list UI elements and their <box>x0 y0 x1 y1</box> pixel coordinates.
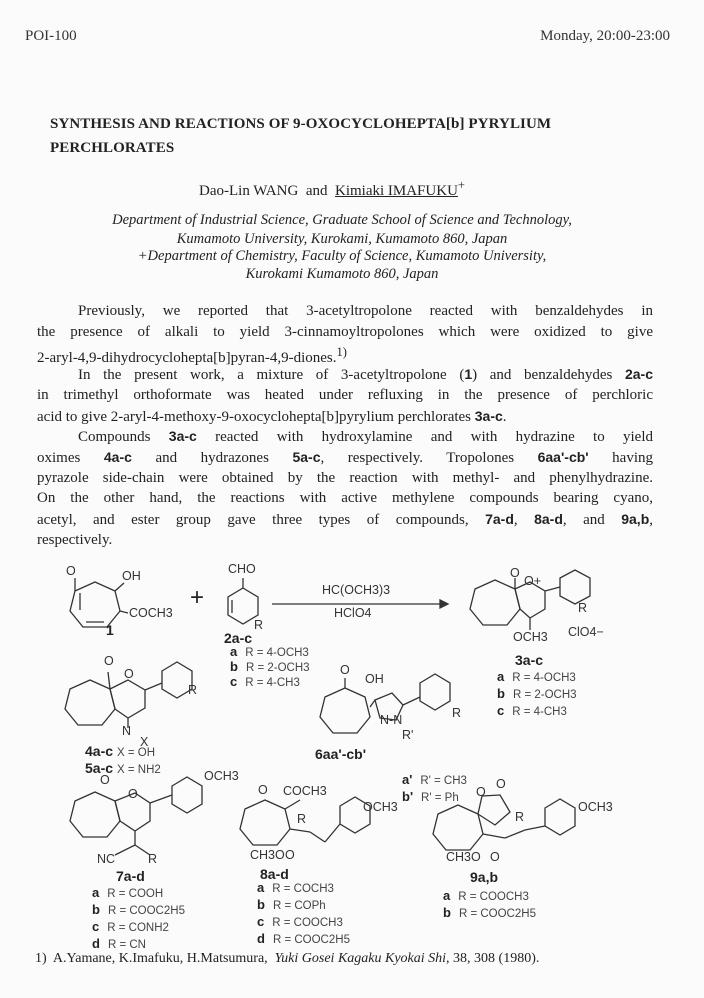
compound-1-label: 1 <box>106 622 114 638</box>
variant-key: c <box>230 674 238 689</box>
body-text: ) and benzaldehydes <box>472 367 625 383</box>
body-text: . <box>502 409 507 425</box>
variant-key: a <box>257 880 265 895</box>
compound-4-label: 4a-c <box>85 743 114 759</box>
variant-value: R = COOC2H5 <box>272 934 350 946</box>
variant-key: b <box>92 902 100 917</box>
c6-r-prime: R' <box>402 728 414 742</box>
compound-reference: 8a-d <box>534 511 563 527</box>
c9-methoxy-enol: CH3O <box>446 850 481 864</box>
c4-r: R <box>188 683 198 697</box>
affiliation-1: Department of Industrial Science, Graduate School of Science and Technology, <box>112 212 572 228</box>
body-text: respectively. <box>37 532 113 548</box>
c8-methoxy: OCH3 <box>363 800 398 814</box>
footnote-number: 1) <box>35 951 47 966</box>
c4-nitrogen: N <box>122 724 132 738</box>
c3-oxo: O <box>510 566 520 580</box>
compound-reference: 4a-c <box>103 449 132 465</box>
c9-ketone-oxygen: O <box>490 850 500 864</box>
body-text: , respectively. Tropolones <box>320 450 538 466</box>
body-text: having <box>588 450 653 466</box>
footnote-journal: Yuki Gosei Kagaku Kyokai Shi <box>274 951 447 966</box>
variant-key: b <box>230 659 238 674</box>
c1-hydroxy: OH <box>122 569 141 583</box>
body-text: the presence of alkali to yield 3-cinnamoyltropolones which were oxidized to give <box>37 324 653 340</box>
c6-oxo: O <box>340 663 350 677</box>
body-text: , and <box>562 512 622 528</box>
variant-value: R' = CH3 <box>420 775 467 787</box>
author-conjunction: and <box>305 183 328 199</box>
author-1: Dao-Lin WANG <box>199 183 299 199</box>
body-text: acid to give 2-aryl-4-methoxy-9-oxocyclohepta[b]pyrylium perchlorates <box>37 409 475 425</box>
affiliation-4: Kurokami Kumamoto 860, Japan <box>245 266 439 282</box>
body-text: oximes <box>37 450 104 466</box>
body-text: , <box>649 512 653 528</box>
compound-6-label: 6aa'-cb' <box>315 746 367 762</box>
footnote <box>35 951 539 967</box>
c3-variants <box>497 669 577 720</box>
variant-key: b <box>497 686 505 701</box>
c3-oxonium: O+ <box>524 574 542 588</box>
poster-code: POI-100 <box>25 28 77 44</box>
variant-key: a <box>443 888 451 903</box>
variant-value: R = COOH <box>107 888 164 900</box>
c8-r: R <box>297 812 307 826</box>
variant-value: R = COOC2H5 <box>107 905 185 917</box>
reagent-orthoformate: HC(OCH3)3 <box>322 583 391 597</box>
affiliation-3: +Department of Chemistry, Faculty of Science, Kumamoto University, <box>137 248 547 264</box>
author-mark: + <box>457 178 465 192</box>
variant-value: R = COOC2H5 <box>458 908 536 920</box>
compound-reference: 7a-d <box>485 511 514 527</box>
c7-variants <box>92 885 185 953</box>
variant-key: b' <box>402 789 414 804</box>
variant-key: d <box>92 936 100 951</box>
c4-x: X <box>140 735 149 749</box>
c4-oxo: O <box>104 654 114 668</box>
c1-acetyl: COCH3 <box>129 606 173 620</box>
compound-reference: 5a-c <box>292 449 321 465</box>
c8-acetyl: COCH3 <box>283 784 327 798</box>
variant-value: R = 4-CH3 <box>245 677 300 689</box>
variant-key: d <box>257 931 265 946</box>
footnote-authors: A.Yamane, K.Imafuku, H.Matsumura, <box>52 951 268 966</box>
c45-labels <box>85 744 161 778</box>
affiliation-2: Kumamoto University, Kurokami, Kumamoto 860, Japan <box>176 231 508 247</box>
body-text: Compounds <box>78 429 169 445</box>
compound-reference: 1 <box>464 366 473 382</box>
footnote-reference: , 38, 308 (1980). <box>446 951 540 966</box>
compound-8-label: 8a-d <box>260 866 289 882</box>
variant-value: R = 4-OCH3 <box>512 672 576 684</box>
c9-methoxy: OCH3 <box>578 800 613 814</box>
paper-title-line1: SYNTHESIS AND REACTIONS OF 9-OXOCYCLOHEPTA[b] PYRYLIUM <box>50 116 552 132</box>
variant-value: R = COPh <box>272 900 326 912</box>
c7-ring-oxygen: O <box>128 787 138 801</box>
c4-x-value: X = OH <box>117 747 156 759</box>
c5-x-value: X = NH2 <box>117 764 161 776</box>
citation-mark: 1) <box>336 345 347 359</box>
compound-5-label: 5a-c <box>85 760 114 776</box>
compound-9-label: 9a,b <box>470 869 499 885</box>
variant-value: R = 2-OCH3 <box>245 662 310 674</box>
c6-pyrazole-nn: N-N <box>380 713 403 727</box>
compound-reference: 3a-c <box>168 428 197 444</box>
compound-7-label: 7a-d <box>116 868 145 884</box>
c2-cho: CHO <box>228 562 256 576</box>
c6-hydroxy: OH <box>365 672 384 686</box>
body-text: reacted with hydroxylamine and with hydrazine to yield <box>196 429 653 445</box>
compound-reference: 6aa'-cb' <box>537 449 589 465</box>
variant-value: R = COOCH3 <box>458 891 529 903</box>
c2-variants <box>230 645 310 690</box>
variant-value: R = 4-OCH3 <box>245 647 309 659</box>
body-text: pyrazole side-chain were obtained by the reaction with methyl- and phenylhydrazine. <box>37 470 653 486</box>
variant-value: R = 2-OCH3 <box>512 689 577 701</box>
variant-value: R = 4-CH3 <box>512 706 567 718</box>
variant-key: a <box>497 669 505 684</box>
c8-variants <box>257 880 350 948</box>
c3-r: R <box>578 601 588 615</box>
variant-value: R = COCH3 <box>272 883 334 895</box>
c2-r: R <box>254 618 264 632</box>
c8-methoxy-enol: CH3O <box>250 848 285 862</box>
variant-value: R = COOCH3 <box>272 917 343 929</box>
c4-ring-oxygen: O <box>124 667 134 681</box>
reagent-perchloric-acid: HClO4 <box>334 606 372 620</box>
c7-cyano: NC <box>97 852 116 866</box>
c1-oxo: O <box>66 564 76 578</box>
session-time: Monday, 20:00-23:00 <box>540 28 670 44</box>
body-text: in trimethyl orthoformate was heated under refluxing in the presence of perchloric <box>37 387 653 403</box>
variant-key: c <box>92 919 100 934</box>
variant-value: R' = Ph <box>421 792 459 804</box>
c8-ketone-oxygen: O <box>285 848 295 862</box>
plus-sign: + <box>190 584 205 611</box>
tropolone-ring-1 <box>70 578 128 627</box>
variant-value: R = CONH2 <box>107 922 169 934</box>
variant-key: a <box>92 885 100 900</box>
variant-key: b <box>443 905 451 920</box>
variant-key: b <box>257 897 265 912</box>
variant-key: a' <box>402 772 413 787</box>
compound-reference: 3a-c <box>474 408 503 424</box>
c9-variants <box>443 888 536 922</box>
c7-r: R <box>148 852 158 866</box>
variant-value: R = CN <box>107 939 146 951</box>
author-2: Kimiaki IMAFUKU <box>334 183 458 199</box>
body-text: acetyl, and ester group gave three types of compounds, <box>37 512 486 528</box>
c7-methoxy: OCH3 <box>204 769 239 783</box>
variant-key: c <box>257 914 265 929</box>
c9-r: R <box>515 810 525 824</box>
variant-key: a <box>230 644 238 659</box>
body-text: In the present work, a mixture of 3-acetyltropolone ( <box>78 367 465 383</box>
compound-reference: 9a,b <box>621 511 650 527</box>
c9-lactone-oxo: O <box>496 777 506 791</box>
compound-2-label: 2a-c <box>224 630 253 646</box>
c7-oxo: O <box>100 773 110 787</box>
variant-key: c <box>497 703 505 718</box>
paper-title-line2: PERCHLORATES <box>50 140 175 156</box>
body-text: Previously, we reported that 3-acetyltropolone reacted with benzaldehydes in <box>78 303 653 319</box>
body-text: and hydrazones <box>131 450 293 466</box>
body-text: 2-aryl-4,9-dihydrocyclohepta[b]pyran-4,9-diones. <box>37 350 337 366</box>
c3-methoxy: OCH3 <box>513 630 548 644</box>
compound-3-label: 3a-c <box>515 652 544 668</box>
c6-r: R <box>452 706 462 720</box>
body-text: On the other hand, the reactions with active methylene compounds bearing cyano, <box>37 490 653 506</box>
c8-oxo: O <box>258 783 268 797</box>
c3-perchlorate: ClO4− <box>568 625 604 639</box>
compound-reference: 2a-c <box>624 366 654 382</box>
body-text: , <box>513 512 535 528</box>
c6-variants <box>402 772 467 806</box>
c9-ring-oxygen: O <box>476 785 486 799</box>
